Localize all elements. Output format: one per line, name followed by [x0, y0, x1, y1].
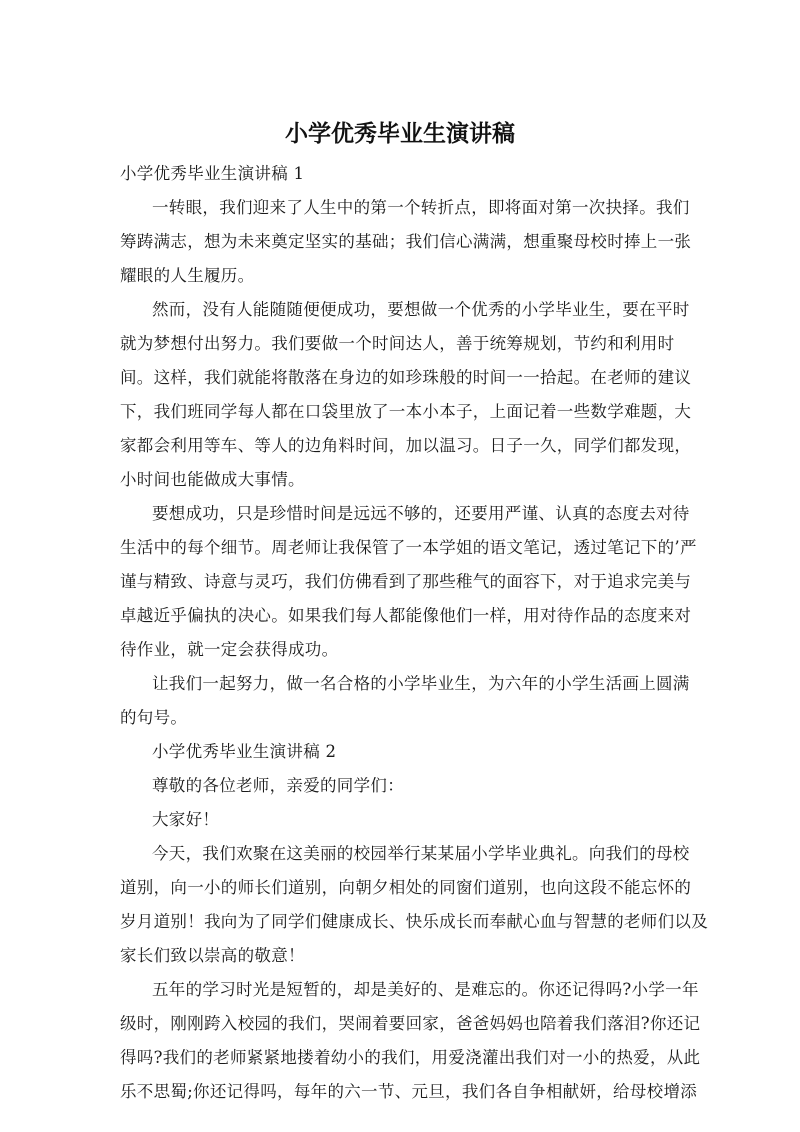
paragraph-line: 下，我们班同学每人都在口袋里放了一本小本子，上面记着一些数学难题，大 [120, 402, 692, 421]
greeting-line: 大家好！ [152, 810, 220, 829]
paragraph-line: 得吗?我们的老师紧紧地搂着幼小的我们，用爱浇灌出我们对一小的热爱，从此 [120, 1048, 701, 1067]
paragraph-line: 一转眼，我们迎来了人生中的第一个转折点，即将面对第一次抉择。我们 [152, 198, 690, 217]
document-title: 小学优秀毕业生演讲稿 [285, 121, 515, 147]
paragraph-line: 今天，我们欢聚在这美丽的校园举行某某届小学毕业典礼。向我们的母校 [152, 844, 690, 863]
paragraph-line: 耀眼的人生履历。 [120, 266, 255, 285]
paragraph-line: 让我们一起努力，做一名合格的小学毕业生，为六年的小学生活画上圆满 [152, 674, 690, 693]
paragraph-line: 级时，刚刚跨入校园的我们，哭闹着要回家，爸爸妈妈也陪着我们落泪?你还记 [120, 1014, 701, 1033]
paragraph-line: 乐不思蜀;你还记得吗，每年的六一节、元旦，我们各自争相献妍，给母校增添 [120, 1082, 698, 1101]
paragraph-line: 五年的学习时光是短暂的，却是美好的、是难忘的。你还记得吗?小学一年 [152, 980, 699, 999]
paragraph-line: 要想成功，只是珍惜时间是远远不够的，还要用严谨、认真的态度去对待 [152, 504, 690, 523]
paragraph-line: 的句号。 [120, 708, 188, 727]
salutation-line: 尊敬的各位老师，亲爱的同学们： [152, 776, 404, 795]
paragraph-line: 家长们致以崇高的敬意！ [120, 946, 305, 965]
paragraph-line: 筹踌满志，想为未来奠定坚实的基础；我们信心满满，想重聚母校时捧上一张 [120, 232, 692, 251]
paragraph-line: 生活中的每个细节。周老师让我保管了一本学姐的语文笔记，透过笔记下的’严 [120, 538, 697, 557]
paragraph-line: 卓越近乎偏执的决心。如果我们每人都能像他们一样，用对待作品的态度来对 [120, 606, 692, 625]
paragraph-line: 岁月道别！我向为了同学们健康成长、快乐成长而奉献心血与智慧的老师们以及 [120, 912, 708, 931]
paragraph-line: 间。这样，我们就能将散落在身边的如珍珠般的时间一一拾起。在老师的建议 [120, 368, 692, 387]
section-heading-1: 小学优秀毕业生演讲稿 1 [120, 164, 305, 183]
paragraph-line: 道别，向一小的师长们道别，向朝夕相处的同窗们道别，也向这段不能忘怀的 [120, 878, 692, 897]
paragraph-line: 家都会利用等车、等人的边角料时间，加以温习。日子一久，同学们都发现， [120, 436, 692, 455]
paragraph-line: 小时间也能做成大事情。 [120, 470, 305, 489]
paragraph-line: 就为梦想付出努力。我们要做一个时间达人，善于统筹规划，节约和利用时 [120, 334, 675, 353]
paragraph-line: 谨与精致、诗意与灵巧，我们仿佛看到了那些稚气的面容下，对于追求完美与 [120, 572, 692, 591]
paragraph-line: 然而，没有人能随随便便成功，要想做一个优秀的小学毕业生，要在平时 [152, 300, 690, 319]
section-heading-2: 小学优秀毕业生演讲稿 2 [152, 742, 337, 761]
paragraph-line: 待作业，就一定会获得成功。 [120, 640, 339, 659]
